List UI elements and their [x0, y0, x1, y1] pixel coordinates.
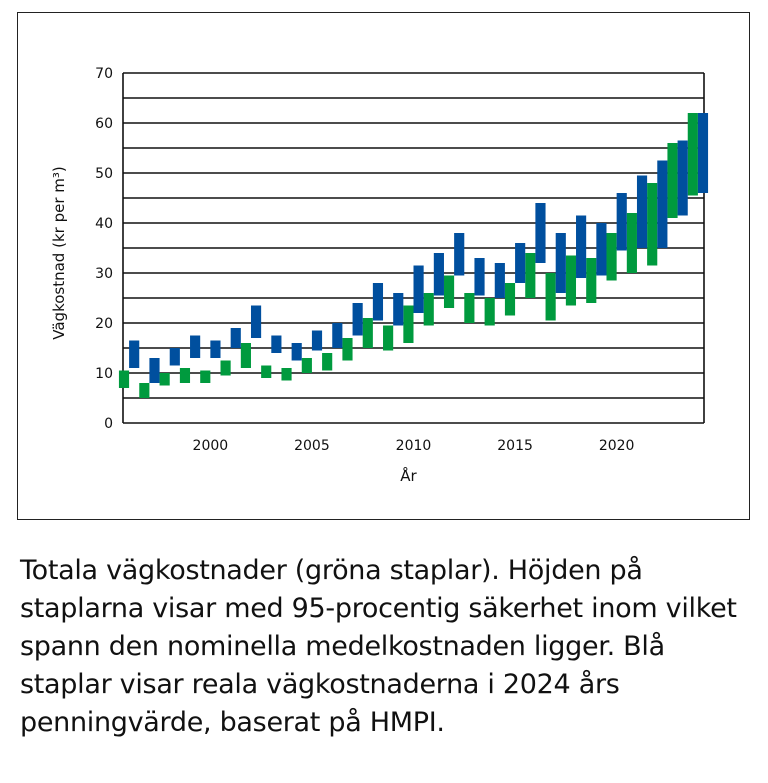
y-tick-label: 50: [95, 166, 113, 182]
green-range-bar: [525, 253, 535, 298]
green-range-bar: [667, 143, 677, 218]
green-range-bar: [464, 293, 474, 323]
blue-range-bar: [332, 323, 342, 348]
green-range-bar: [383, 326, 393, 351]
green-range-bar: [627, 213, 637, 273]
green-range-bar: [363, 318, 373, 348]
x-tick-label: 2010: [395, 438, 432, 454]
green-range-bar: [200, 371, 210, 384]
green-range-bar: [505, 283, 515, 316]
x-tick-label: 2005: [294, 438, 330, 454]
blue-range-bar: [170, 348, 180, 366]
y-axis-label: Vägkostnad (kr per m³): [50, 166, 68, 340]
green-range-bar: [139, 383, 149, 398]
blue-range-bar: [210, 341, 220, 359]
blue-range-bar: [698, 113, 708, 193]
green-range-bar: [160, 373, 170, 386]
y-tick-label: 0: [104, 416, 113, 432]
green-range-bar: [586, 258, 596, 303]
blue-range-bar: [312, 331, 322, 351]
x-tick-label: 2000: [192, 438, 229, 454]
green-range-bar: [424, 293, 434, 326]
green-range-bar: [403, 306, 413, 344]
blue-range-bar: [393, 293, 403, 326]
blue-range-bar: [373, 283, 383, 321]
green-range-bar: [606, 233, 616, 281]
blue-range-bar: [617, 193, 627, 251]
blue-range-bar: [292, 343, 302, 361]
blue-range-bar: [657, 161, 667, 249]
blue-range-bar: [454, 233, 464, 276]
blue-range-bar: [190, 336, 200, 359]
blue-range-bar: [637, 176, 647, 249]
x-tick-label: 2015: [497, 438, 533, 454]
chart-frame: [17, 12, 750, 520]
y-tick-label: 10: [95, 366, 113, 382]
blue-range-bar: [231, 328, 241, 348]
blue-range-bar: [556, 233, 566, 293]
green-range-bar: [281, 368, 291, 381]
blue-range-bar: [474, 258, 484, 296]
y-tick-label: 30: [95, 266, 113, 282]
green-range-bar: [688, 113, 698, 196]
blue-range-bar: [149, 358, 159, 383]
green-range-bar: [302, 358, 312, 373]
blue-range-bar: [271, 336, 281, 354]
green-range-bar: [546, 273, 556, 321]
blue-range-bar: [353, 303, 363, 336]
green-range-bar: [322, 353, 332, 371]
blue-range-bar: [495, 263, 505, 298]
blue-range-bar: [251, 306, 261, 339]
figure-caption: Totala vägkostnader (gröna staplar). Höjden på staplarna visar med 95-procentig säkerhet inom vilket spann den nominella medelkostnaden ligger. Blå staplar visar reala vägkostnaderna i 2024 års penningvärde, baserat på HMPI.: [20, 555, 737, 738]
green-range-bar: [241, 343, 251, 368]
range-bar-chart: [18, 13, 751, 521]
y-tick-label: 70: [95, 66, 113, 82]
blue-range-bar: [414, 266, 424, 314]
green-range-bar: [647, 183, 657, 266]
x-tick-label: 2020: [598, 438, 635, 454]
y-tick-label: 40: [95, 216, 113, 232]
x-axis-label: År: [400, 467, 417, 485]
blue-range-bar: [535, 203, 545, 263]
green-range-bar: [444, 276, 454, 309]
blue-range-bar: [576, 216, 586, 279]
green-range-bar: [119, 371, 129, 389]
green-range-bar: [180, 368, 190, 383]
blue-range-bar: [434, 253, 444, 296]
green-range-bar: [566, 256, 576, 306]
y-tick-label: 20: [95, 316, 113, 332]
y-tick-label: 60: [95, 116, 113, 132]
green-range-bar: [342, 338, 352, 361]
green-range-bar: [261, 366, 271, 379]
blue-range-bar: [515, 243, 525, 283]
blue-range-bar: [596, 223, 606, 276]
green-range-bar: [485, 298, 495, 326]
blue-range-bar: [678, 141, 688, 216]
green-range-bar: [221, 361, 231, 376]
blue-range-bar: [129, 341, 139, 369]
